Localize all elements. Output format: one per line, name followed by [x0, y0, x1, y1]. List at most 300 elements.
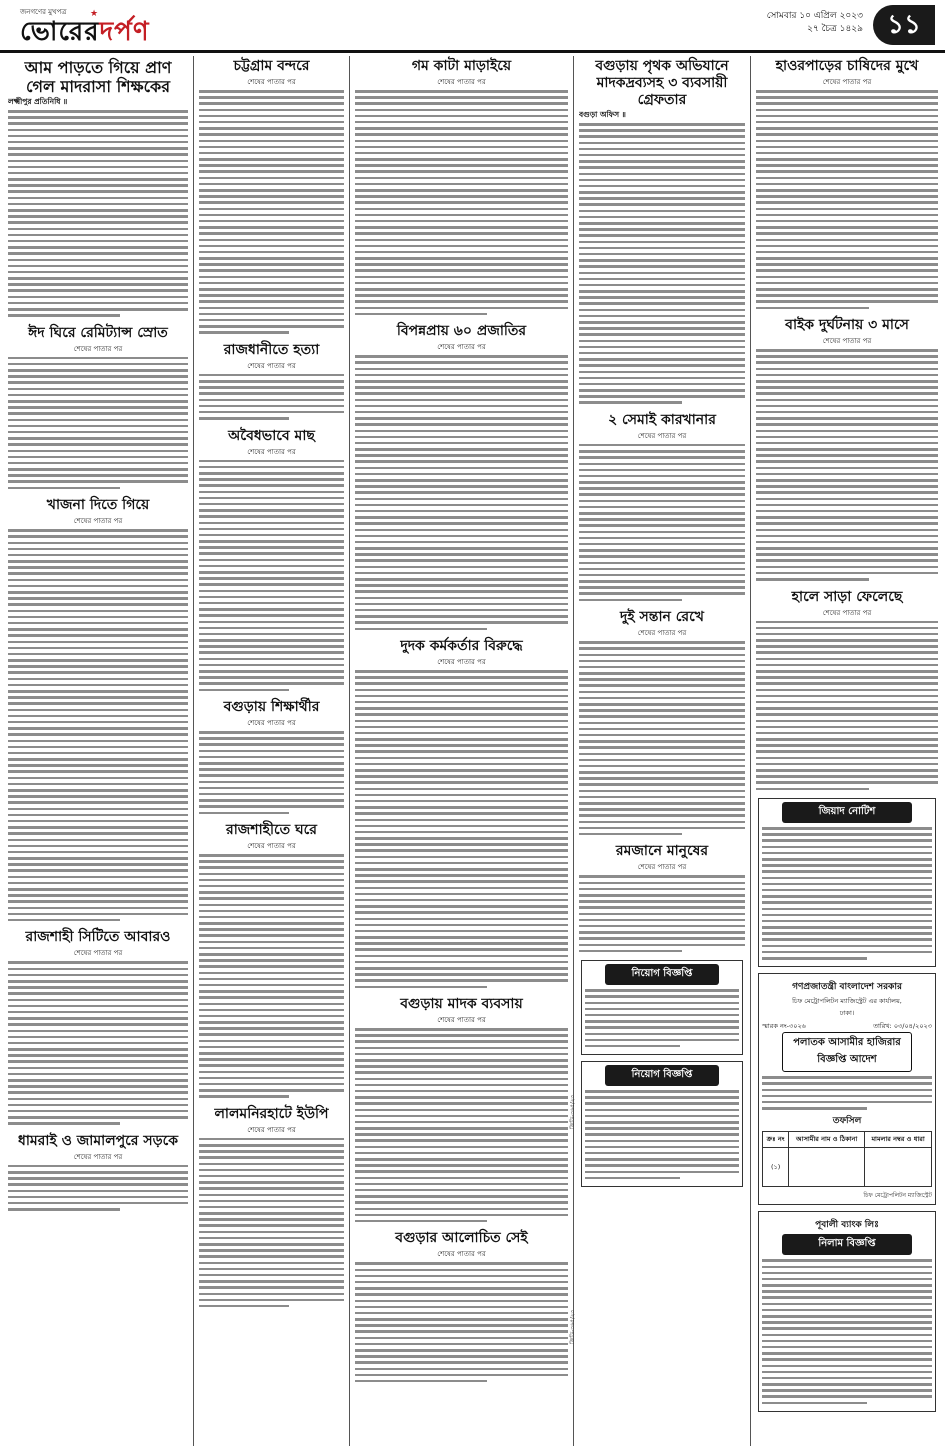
text-line: [8, 289, 188, 292]
text-line: [199, 1262, 344, 1265]
text-line: [199, 965, 344, 968]
text-line: [199, 257, 344, 260]
text-line: [762, 852, 932, 855]
article-dhamrai-road[interactable]: [8, 1133, 188, 1211]
text-line: [199, 121, 344, 124]
jiyad-notice[interactable]: [758, 798, 936, 967]
text-line: [579, 931, 745, 934]
text-line: [756, 578, 869, 581]
text-line: [199, 1206, 344, 1209]
text-line: [355, 887, 568, 890]
text-line: [355, 695, 568, 698]
continued-label: শেষের পাতার পর: [822, 78, 872, 86]
court-memo: স্মারক নং-৩০২৬: [762, 1022, 806, 1031]
text-line: [355, 392, 568, 395]
date-bangla: ২৭ চৈত্র ১৪২৯: [807, 24, 863, 34]
text-line: [355, 479, 568, 482]
article-headline[interactable]: রাজধানীতে হত্যা: [223, 341, 320, 358]
text-line: [8, 468, 188, 471]
article-madrasa-teacher[interactable]: [8, 58, 188, 317]
text-line: [199, 756, 344, 759]
text-line: [355, 955, 568, 958]
article-bogura-arrest[interactable]: [579, 58, 745, 404]
text-line: [199, 294, 344, 297]
text-line: [585, 995, 739, 998]
article-bogura-student[interactable]: [199, 699, 344, 814]
text-line: [579, 123, 745, 126]
article-two-children[interactable]: [579, 609, 745, 835]
text-line: [199, 664, 344, 667]
text-line: [8, 314, 120, 317]
text-line: [756, 701, 938, 704]
text-line: [585, 1026, 739, 1029]
article-headline[interactable]: ঈদ ঘিরে রেমিট্যান্স স্রোত: [28, 324, 168, 341]
text-line: [585, 989, 739, 992]
text-line: [579, 647, 745, 650]
text-line: [355, 621, 568, 624]
text-line: [355, 713, 568, 716]
court-notice[interactable]: [758, 973, 936, 1205]
article-wheat-harvest[interactable]: [355, 58, 568, 315]
text-line: [199, 904, 344, 907]
text-line: [8, 369, 188, 372]
text-line: [756, 504, 938, 507]
article-khajna[interactable]: [8, 497, 188, 921]
article-headline[interactable]: অবৈধভাবে মাছ: [228, 427, 315, 444]
article-headline[interactable]: বিপন্নপ্রায় ৬০ প্রজাতির: [396, 323, 527, 340]
continued-label: শেষের পাতার পর: [822, 608, 872, 617]
text-line: [355, 1262, 568, 1265]
text-line: [579, 463, 745, 466]
article-illegal-fish[interactable]: [199, 428, 344, 691]
text-line: [756, 707, 938, 710]
text-line: [8, 363, 188, 366]
text-line: [8, 437, 188, 440]
continued-label: শেষের পাতার পর: [73, 949, 123, 958]
text-line: [579, 475, 745, 478]
text-line: [762, 1352, 932, 1355]
text-line: [579, 203, 745, 206]
newspaper-logo[interactable]: [20, 6, 150, 46]
article-headline[interactable]: বগুড়ায় শিক্ষার্থীর: [223, 699, 320, 716]
text-line: [199, 1077, 344, 1080]
text-line: [355, 843, 568, 846]
text-line: [756, 282, 938, 285]
continued-label: শেষের পাতার পর: [437, 1250, 486, 1259]
text-line: [199, 812, 289, 815]
bank-auction-notice[interactable]: [758, 1211, 936, 1412]
article-bike-accident[interactable]: [756, 317, 938, 580]
text-line: [355, 837, 568, 840]
article-bogura-drug[interactable]: [355, 996, 568, 1222]
text-line: [355, 1189, 568, 1192]
text-line: [355, 744, 568, 747]
text-line: [8, 721, 188, 724]
continued-label: শেষের পাতার পর: [637, 863, 687, 872]
article-headline[interactable]: বগুড়ায় পৃথক অভিযানে মাদকদ্রব্যসহ ৩ ব্যবসায়ী গ্রেফতার: [595, 58, 729, 108]
text-line: [579, 179, 745, 182]
article-body: [199, 1138, 344, 1308]
text-line: [8, 789, 188, 792]
text-line: [762, 858, 932, 861]
text-line: [355, 288, 568, 291]
text-line: [579, 814, 745, 817]
text-line: [756, 535, 938, 538]
text-line: [199, 232, 344, 235]
notice-title: নিয়োগ বিজ্ঞপ্তি: [605, 1065, 719, 1086]
article-headline[interactable]: রাজশাহীতে ঘরে: [226, 822, 317, 838]
text-line: [199, 916, 344, 919]
text-line: [8, 252, 188, 255]
table-row: [763, 1148, 932, 1187]
article-headline[interactable]: চট্টগ্রাম বন্দরে: [233, 58, 310, 74]
article-body: [355, 90, 568, 315]
text-line: [579, 586, 745, 589]
text-line: [199, 1274, 344, 1277]
text-line: [355, 189, 568, 192]
text-line: [756, 102, 938, 105]
text-line: [199, 380, 344, 383]
article-body: [8, 357, 188, 489]
text-line: [355, 1287, 568, 1290]
text-line: [8, 616, 188, 619]
text-line: [762, 895, 932, 898]
text-line: [355, 1028, 568, 1031]
text-line: [8, 1079, 188, 1082]
article-body: [579, 444, 745, 601]
text-line: [199, 170, 344, 173]
text-line: [8, 357, 188, 360]
article-semai-factory[interactable]: [579, 412, 745, 601]
text-line: [355, 880, 568, 883]
text-line: [579, 173, 745, 176]
article-byline: বগুড়া অফিস ॥: [579, 110, 626, 119]
text-line: [355, 269, 568, 272]
text-line: [199, 1052, 344, 1055]
text-line: [756, 109, 938, 112]
text-line: [8, 702, 188, 705]
text-line: [355, 547, 568, 550]
text-line: [199, 928, 344, 931]
article-headline[interactable]: দুই সন্তান রেখে: [620, 609, 704, 626]
text-line: [355, 1177, 568, 1180]
text-line: [199, 405, 344, 408]
text-line: [579, 574, 745, 577]
text-line: [355, 1361, 568, 1364]
article-headline[interactable]: হাওরপাড়ের চাষিদের মুখে: [775, 58, 919, 74]
article-rajshahi-home[interactable]: [199, 822, 344, 1098]
text-line: [762, 827, 932, 830]
article-body: [8, 961, 188, 1124]
article-body: [8, 110, 188, 317]
text-line: [8, 184, 188, 187]
text-line: [199, 276, 344, 279]
article-body: [355, 1028, 568, 1222]
article-headline[interactable]: হালে সাড়া ফেলেছে: [791, 588, 903, 605]
text-line: [756, 436, 938, 439]
text-line: [355, 201, 568, 204]
text-line: [8, 1110, 188, 1113]
text-line: [8, 1177, 188, 1180]
text-line: [8, 246, 188, 249]
text-line: [756, 423, 938, 426]
text-line: [355, 948, 568, 951]
text-line: [199, 866, 344, 869]
article-headline[interactable]: লালমনিরহাটে ইউপি: [214, 1105, 329, 1122]
continued-label: শেষের পাতার পর: [247, 447, 296, 456]
text-line: [199, 522, 344, 525]
article-hale-sara[interactable]: [756, 589, 938, 791]
text-line: [8, 851, 188, 854]
auction-title: নিলাম বিজ্ঞপ্তি: [782, 1234, 912, 1255]
text-line: [199, 460, 344, 463]
text-line: [8, 1190, 188, 1193]
text-line: [756, 651, 938, 654]
text-line: [579, 278, 745, 281]
text-line: [756, 189, 938, 192]
text-line: [199, 245, 344, 248]
text-line: [8, 1048, 188, 1051]
continued-label: শেষের পাতার পর: [247, 78, 296, 86]
text-line: [199, 269, 344, 272]
text-line: [762, 957, 867, 960]
text-line: [355, 584, 568, 587]
text-line: [199, 1150, 344, 1153]
text-line: [199, 140, 344, 143]
text-line: [8, 221, 188, 224]
article-headline[interactable]: ধামরাই ও জামালপুরে সড়কে: [18, 1132, 178, 1149]
article-capital-murder[interactable]: [199, 342, 344, 420]
text-line: [762, 833, 932, 836]
text-line: [199, 1144, 344, 1147]
text-line: [355, 1330, 568, 1333]
text-line: [8, 795, 188, 798]
text-line: [762, 1303, 932, 1306]
text-line: [756, 682, 938, 685]
text-line: [8, 406, 188, 409]
text-line: [199, 1243, 344, 1246]
text-line: [355, 158, 568, 161]
recruitment-notice-1[interactable]: [581, 960, 743, 1055]
notice-title: জিয়াদ নোটিশ: [782, 802, 912, 823]
text-line: [756, 541, 938, 544]
text-line: [199, 731, 344, 734]
text-line: [199, 1058, 344, 1061]
article-headline[interactable]: খাজনা দিতে গিয়ে: [46, 497, 150, 514]
text-line: [199, 984, 344, 987]
text-line: [355, 411, 568, 414]
text-line: [579, 900, 745, 903]
text-line: [8, 203, 188, 206]
text-line: [585, 1002, 739, 1005]
text-line: [355, 775, 568, 778]
article-chattogram-port[interactable]: [199, 58, 344, 334]
text-line: [199, 152, 344, 155]
text-line: [8, 752, 188, 755]
text-line: [8, 178, 188, 181]
text-line: [355, 597, 568, 600]
text-line: [579, 697, 745, 700]
text-line: [355, 195, 568, 198]
text-line: [579, 333, 745, 336]
text-line: [8, 894, 188, 897]
text-line: [355, 460, 568, 463]
text-line: [762, 914, 932, 917]
text-line: [585, 1045, 680, 1048]
text-line: [8, 110, 188, 113]
text-line: [579, 875, 745, 878]
article-ramadan-people[interactable]: [579, 843, 745, 952]
text-line: [199, 897, 344, 900]
text-line: [355, 399, 568, 402]
text-line: [579, 599, 682, 602]
text-line: [199, 1286, 344, 1289]
article-headline[interactable]: গম কাটা মাড়াইয়ে: [411, 58, 512, 74]
recruitment-notice-2[interactable]: [581, 1061, 743, 1187]
text-line: [355, 510, 568, 513]
text-line: [8, 696, 188, 699]
text-line: [355, 769, 568, 772]
text-line: [762, 1346, 932, 1349]
text-line: [199, 478, 344, 481]
text-line: [199, 208, 344, 211]
text-line: [756, 220, 938, 223]
text-line: [762, 926, 932, 929]
text-line: [8, 228, 188, 231]
text-line: [199, 1200, 344, 1203]
text-line: [762, 901, 932, 904]
brand-name-part2: দর্পণ: [99, 17, 150, 47]
text-line: [762, 1402, 867, 1405]
text-line: [8, 678, 188, 681]
text-line: [756, 479, 938, 482]
article-rajshahi-city[interactable]: [8, 929, 188, 1124]
text-line: [762, 1266, 932, 1269]
text-line: [579, 247, 745, 250]
text-line: [355, 930, 568, 933]
text-line: [756, 121, 938, 124]
text-line: [756, 738, 938, 741]
article-headline[interactable]: দুদক কর্মকর্তার বিরুদ্ধে: [400, 638, 523, 654]
text-line: [199, 996, 344, 999]
article-headline[interactable]: বগুড়ায় মাদক ব্যবসায়: [400, 996, 523, 1013]
text-line: [199, 1009, 344, 1012]
text-line: [8, 770, 188, 773]
text-line: [199, 220, 344, 223]
text-line: [579, 309, 745, 312]
text-line: [8, 961, 188, 964]
text-line: [579, 833, 682, 836]
text-line: [762, 945, 932, 948]
court-table: [762, 1131, 932, 1187]
text-line: [8, 974, 188, 977]
text-line: [8, 215, 188, 218]
text-line: [579, 228, 745, 231]
text-line: [199, 491, 344, 494]
text-line: [756, 276, 938, 279]
text-line: [8, 1165, 188, 1168]
column-rule: [349, 56, 350, 1446]
article-endangered-species[interactable]: [355, 323, 568, 630]
text-line: [355, 707, 568, 710]
article-headline[interactable]: বগুড়ার আলোচিত সেই: [395, 1230, 528, 1247]
table-header: আসামীর নাম ও ঠিকানা: [789, 1132, 865, 1148]
text-line: [199, 1003, 344, 1006]
text-line: [762, 1076, 932, 1079]
text-line: [199, 552, 344, 555]
court-memo-row: [762, 1021, 932, 1032]
text-line: [756, 245, 938, 248]
text-line: [8, 129, 188, 132]
text-line: [355, 300, 568, 303]
text-line: [199, 571, 344, 574]
article-headline[interactable]: রমজানে মানুষের: [615, 843, 709, 860]
article-body: [199, 374, 344, 420]
text-line: [8, 1091, 188, 1094]
text-line: [8, 190, 188, 193]
text-line: [355, 313, 487, 316]
text-line: [8, 462, 188, 465]
text-line: [199, 1138, 344, 1141]
text-line: [585, 1102, 739, 1105]
text-line: [8, 412, 188, 415]
column-rule: [750, 56, 751, 1446]
text-line: [199, 934, 344, 937]
continued-label: শেষের পাতার পর: [73, 1152, 123, 1161]
article-bogura-discussed[interactable]: [355, 1230, 568, 1382]
article-haor-farmers[interactable]: [756, 58, 938, 309]
article-dudak-officer[interactable]: [355, 638, 568, 988]
text-line: [355, 276, 568, 279]
article-headline[interactable]: বাইক দুর্ঘটনায় ৩ মাসে: [785, 317, 909, 334]
court-header-2: চিফ মেট্রোপলিটন ম্যাজিস্ট্রেট এর কার্যালয়,: [792, 997, 902, 1006]
text-line: [756, 195, 938, 198]
text-line: [8, 277, 188, 280]
text-line: [756, 380, 938, 383]
text-line: [8, 653, 188, 656]
article-headline[interactable]: রাজশাহী সিটিতে আবারও: [25, 929, 171, 946]
text-line: [8, 135, 188, 138]
article-lalmonirhat-up[interactable]: [199, 1106, 344, 1308]
text-line: [199, 805, 344, 808]
text-line: [199, 374, 344, 377]
continued-label: শেষের পাতার পর: [73, 517, 123, 526]
text-line: [355, 566, 568, 569]
text-line: [756, 572, 938, 575]
article-headline[interactable]: ২ সেমাই কারখানার: [608, 411, 716, 428]
text-line: [762, 889, 932, 892]
text-line: [355, 307, 568, 310]
continued-label: শেষের পাতার পর: [437, 343, 486, 352]
text-line: [756, 460, 938, 463]
text-line: [8, 147, 188, 150]
article-headline[interactable]: আম পাড়তে গিয়ে প্রাণ গেল মাদরাসা শিক্ষকের: [24, 58, 172, 96]
text-line: [579, 222, 745, 225]
text-line: [8, 863, 188, 866]
text-line: [199, 226, 344, 229]
text-line: [8, 622, 188, 625]
text-line: [199, 115, 344, 118]
text-line: [8, 597, 188, 600]
text-line: [8, 1054, 188, 1057]
text-line: [579, 709, 745, 712]
text-line: [579, 753, 745, 756]
text-line: [355, 485, 568, 488]
ad-gd-code: জিডি-৩৬৫/২৩: [570, 1310, 576, 1344]
article-remittance[interactable]: [8, 325, 188, 489]
text-line: [8, 727, 188, 730]
article-body: [756, 349, 938, 580]
